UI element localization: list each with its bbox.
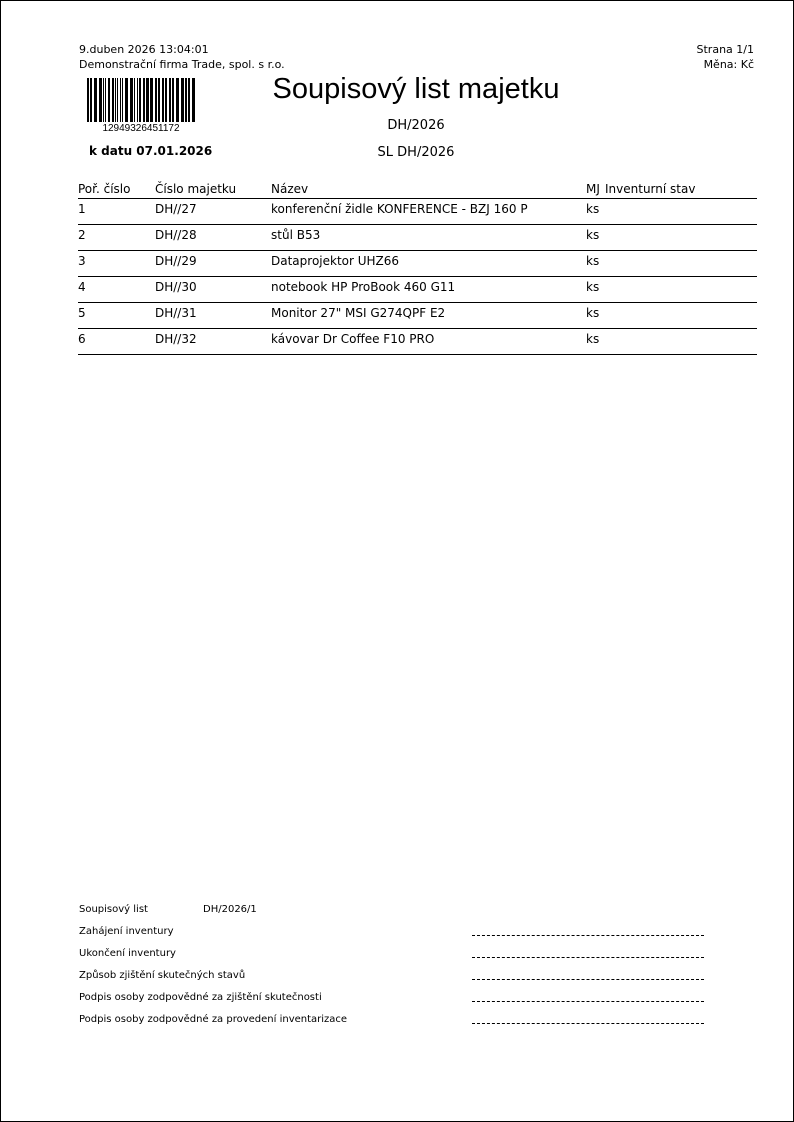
print-datetime: 9.duben 2026 13:04:01 [79, 43, 209, 56]
inventory-start-label: Zahájení inventury [79, 926, 174, 937]
table-row [78, 199, 757, 225]
table-row [78, 251, 757, 277]
unit-cell: ks [586, 280, 600, 294]
currency-label: Měna: Kč [703, 58, 754, 71]
asset-name-cell: notebook HP ProBook 460 G11 [271, 280, 456, 294]
table-row [78, 329, 757, 355]
order-number-cell: 1 [78, 202, 86, 216]
asset-table [78, 180, 757, 355]
header-unit: MJ [586, 182, 600, 196]
table-row [78, 277, 757, 303]
unit-cell: ks [586, 254, 600, 268]
header-name: Název [271, 182, 309, 196]
list-number-value: DH/2026/1 [203, 904, 257, 915]
method-label: Způsob zjištění skutečných stavů [79, 970, 246, 981]
header-asset-number: Číslo majetku [155, 182, 237, 196]
method-row [79, 970, 719, 992]
asset-number-cell: DH//30 [155, 280, 197, 294]
inventory-end-label: Ukončení inventury [79, 948, 176, 959]
company-name: Demonstrační firma Trade, spol. s r.o. [79, 58, 285, 71]
signature-section [79, 904, 719, 1036]
order-number-cell: 2 [78, 228, 86, 242]
asset-name-cell: Dataprojektor UHZ66 [271, 254, 400, 268]
list-number-row [79, 904, 719, 926]
inventory-list-code: SL DH/2026 [377, 145, 455, 160]
order-number-cell: 5 [78, 306, 86, 320]
inventory-end-row [79, 948, 719, 970]
order-number-cell: 3 [78, 254, 86, 268]
list-number-label: Soupisový list [79, 904, 148, 915]
table-row [78, 225, 757, 251]
inventory-start-signature-line [472, 935, 704, 936]
document-title: Soupisový list majetku [272, 73, 560, 105]
asset-number-cell: DH//27 [155, 202, 197, 216]
asset-name-cell: kávovar Dr Coffee F10 PRO [271, 332, 435, 346]
inventory-start-row [79, 926, 719, 948]
unit-cell: ks [586, 202, 600, 216]
responsible-signature-row [79, 1014, 719, 1036]
responsible-signature-line [472, 1023, 704, 1024]
verifier-signature-line [472, 1001, 704, 1002]
unit-cell: ks [586, 228, 600, 242]
verifier-signature-label: Podpis osoby zodpovědné za zjištění skutečnosti [79, 992, 322, 1003]
order-number-cell: 6 [78, 332, 86, 346]
asset-name-cell: stůl B53 [271, 228, 321, 242]
barcode-number: 12949326451172 [102, 123, 180, 134]
header-order-number: Poř. číslo [78, 182, 131, 196]
asset-number-cell: DH//28 [155, 228, 197, 242]
document-code: DH/2026 [387, 118, 445, 133]
header-inventory-state: Inventurní stav [605, 182, 696, 196]
unit-cell: ks [586, 306, 600, 320]
as-of-date: k datu 07.01.2026 [89, 144, 213, 158]
asset-name-cell: konferenční židle KONFERENCE - BZJ 160 P [271, 202, 528, 216]
responsible-signature-label: Podpis osoby zodpovědné za provedení inventarizace [79, 1014, 348, 1025]
table-header-row [78, 180, 757, 199]
asset-number-cell: DH//32 [155, 332, 197, 346]
page-number: Strana 1/1 [696, 43, 754, 56]
inventory-end-signature-line [472, 957, 704, 958]
asset-name-cell: Monitor 27" MSI G274QPF E2 [271, 306, 446, 320]
unit-cell: ks [586, 332, 600, 346]
method-signature-line [472, 979, 704, 980]
order-number-cell: 4 [78, 280, 86, 294]
barcode-image [87, 78, 195, 122]
asset-number-cell: DH//29 [155, 254, 197, 268]
table-row [78, 303, 757, 329]
asset-number-cell: DH//31 [155, 306, 197, 320]
verifier-signature-row [79, 992, 719, 1014]
